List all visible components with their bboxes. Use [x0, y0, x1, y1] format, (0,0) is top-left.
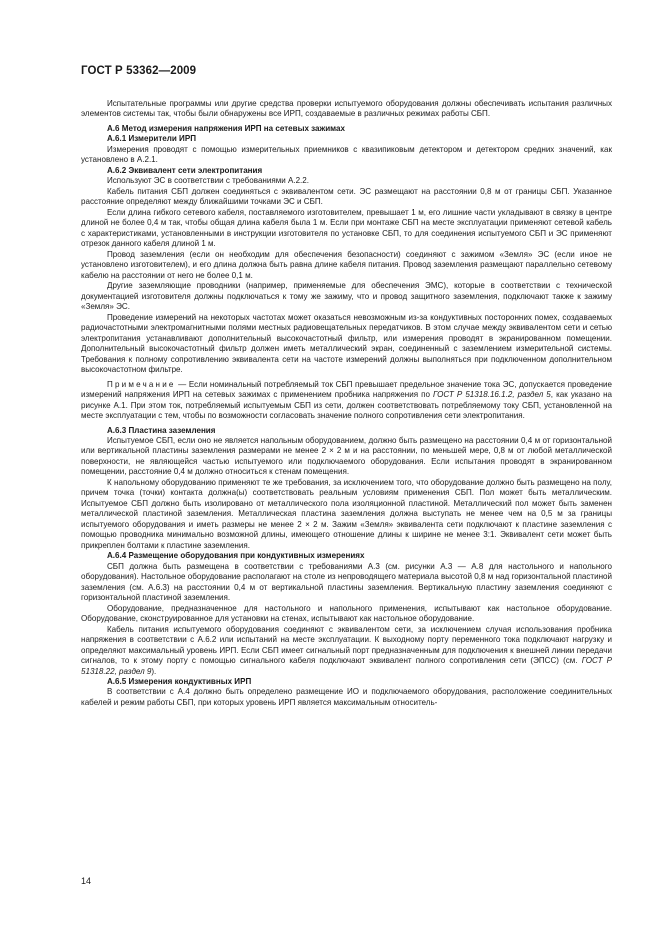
paragraph	[81, 625, 612, 677]
paragraph: Измерения проводят с помощью измерительных приемников с квазипиковым детектором и детектором средних значений, как установлено в А.2.1.	[81, 144, 612, 165]
paragraph: Если длина гибкого сетевого кабеля, поставляемого изготовителем, превышает 1 м, его лишние части укладывают в связку в центре длиной не более 0,4 м так, чтобы общая длина кабеля была 1 м. Если при монтаже СБП на месте эксплуатации применяют сетевой кабель с характеристиками, установленными в инструкции изготовителя по установке СБП, то для соединения испытуемого СБП и ЭС применяют отрезок данного кабеля длиной 1 м.	[81, 207, 612, 249]
note-text-a: — Если номинальный потребляемый ток СБП превышает предельное значение тока ЭС, допускается проведение измерений напряжения ИРП на сетевых зажимах с применением пробника напряжения по	[81, 379, 612, 400]
document-body	[81, 99, 612, 708]
page-number: 14	[81, 876, 92, 886]
section-heading-a64: А.6.4 Размещение оборудования при кондуктивных измерениях	[107, 551, 365, 561]
document-header: ГОСТ Р 53362—2009	[81, 65, 197, 77]
section-heading-a6: А.6 Метод измерения напряжения ИРП на сетевых зажимах	[107, 123, 345, 133]
note-text-b: , как указано на рисунке А.1. При этом ток, потребляемый испытуемым СБП из сети, должен соответствовать потребляемому току СБП, установленной на месте эксплуатации с тем, чтобы по возможности согласовать значение полного сопротивления сети электропитания.	[81, 390, 613, 421]
paragraph: Кабель питания СБП должен соединяться с эквивалентом сети. ЭС размещают на расстоянии 0,8 м от границы СБП. Указанное расстояние определяют между ближайшими точками ЭС и СБП.	[81, 186, 612, 207]
paragraph: В соответствии с А.4 должно быть определено размещение ИО и подключаемого оборудования, расположение соединительных кабелей и режим работы СБП, при которых уровень ИРП является максимальным относитель-	[81, 687, 612, 707]
paragraph: СБП должна быть размещена в соответствии с требованиями А.3 (см. рисунки А.3 — А.8 для настольного и напольного оборудования). Настольное оборудование располагают на столе из непроводящего материала высотой 0,8 м над горизонтальной пластиной заземления (см. А.6.3) на расстоянии 0,4 м от вертикальной пластины заземления. Вертикальную пластину заземления соединяют с горизонтальной пластиной заземления.	[81, 561, 612, 602]
section-heading-a62: А.6.2 Эквивалент сети электропитания	[107, 165, 263, 175]
paragraph-text-b: ).	[151, 666, 157, 676]
paragraph-text-a: Кабель питания испытуемого оборудования соединяют с эквивалентом сети, за исключением случая использования пробника напряжения в соответствии с А.6.2 или испытаний на месте эксплуатации. К выходному порту переменного тока подключают нагрузку и определяют максимальный уровень ИРП. Если СБП имеет сигнальный порт предназначенным для подключения к внешней линии передачи сигналов, то к этому порту с помощью сигнального кабеля подключают эквивалент полного сопротивления сети (ЭПСС) (см.	[81, 624, 612, 666]
note-label: Примечание	[107, 379, 176, 389]
section-heading-a61: А.6.1 Измерители ИРП	[107, 134, 196, 144]
note	[81, 380, 612, 422]
paragraph: Проведение измерений на некоторых частотах может оказаться невозможным из-за кондуктивных посторонних помех, создаваемых радиочастотными электромагнитными полями местных радиовещательных передатчиков. В этом случае между эквивалентом сети и сетью электропитания устанавливают дополнительный высокочастотный фильтр, или измерения проводят в экранированном помещении. Дополнительный высокочастотный фильтр должен иметь металлический экран, соединенный с заземлением измерительной системы. Требования к полному сопротивлению эквивалента сети на частоте измерений должны выполняться при подключенном дополнительном высокочастотном фильтре.	[81, 313, 612, 375]
paragraph: Используют ЭС в соответствии с требованиями А.2.2.	[107, 176, 309, 186]
paragraph: Оборудование, предназначенное для настольного и напольного применения, испытывают как настольное оборудование. Оборудование, сконструированное для установки на стенах, испытывают как настольное оборудование.	[81, 603, 612, 624]
paragraph: Провод заземления (если он необходим для обеспечения безопасности) соединяют с зажимом «Земля» ЭС (если иное не установлено изготовителем), и его длина должна быть равна длине кабеля питания. Провод заземления размещают параллельно сетевому кабелю на расстоянии от него не более 0,1 м.	[81, 249, 612, 280]
paragraph: К напольному оборудованию применяют те же требования, за исключением того, что оборудование должно быть размещено на полу, причем точка (точки) контакта должна(ы) соответствовать реальным условиям применения СБП. Пол может быть металлическим. Испытуемое СБП должно быть изолировано от металлического пола изоляционной пластиной. Металлический пол может быть заменен металлической пластиной заземления. Металлическая пластина заземления должна выступать не менее чем на 0,5 м за границы испытуемого оборудования и иметь размеры не менее 2 × 2 м. Зажим «Земля» эквивалента сети подключают к пластине заземления с помощью проводника минимально возможной длины, имеющего отношение длины к ширине не менее 3:1. Эквивалент сети может быть прикреплен болтами к пластине заземления.	[81, 477, 612, 550]
paragraph: Испытуемое СБП, если оно не является напольным оборудованием, должно быть размещено на расстоянии 0,4 м от горизонтальной или вертикальной пластины заземления размерами не менее 2 × 2 м и на расстоянии, по меньшей мере, 0,8 м от любой металлической поверхности, не являющейся частью испытуемого или подключаемого оборудования. Если испытания проводят в экранированном помещении, расстояние 0,4 м должно относиться к стенам помещения.	[81, 435, 612, 477]
section-heading-a65: А.6.5 Измерения кондуктивных ИРП	[107, 676, 252, 686]
paragraph-reference: ГОСТ Р 51318.22, раздел 9	[81, 656, 612, 676]
note-reference: ГОСТ Р 51318.16.1.2, раздел 5	[433, 390, 551, 400]
section-heading-a63: А.6.3 Пластина заземления	[107, 425, 216, 435]
paragraph: Другие заземляющие проводники (например, применяемые для обеспечения ЭМС), которые в соответствии с технической документацией изготовителя должны подключаться к тому же зажиму, что и провод защитного заземления, подключают также к зажиму «Земля» ЭС.	[81, 281, 612, 312]
paragraph: Испытательные программы или другие средства проверки испытуемого оборудования должны обеспечивать испытания различных элементов системы так, чтобы были обнаружены все ИРП, создаваемые в различных режимах работы СБП.	[81, 99, 612, 119]
